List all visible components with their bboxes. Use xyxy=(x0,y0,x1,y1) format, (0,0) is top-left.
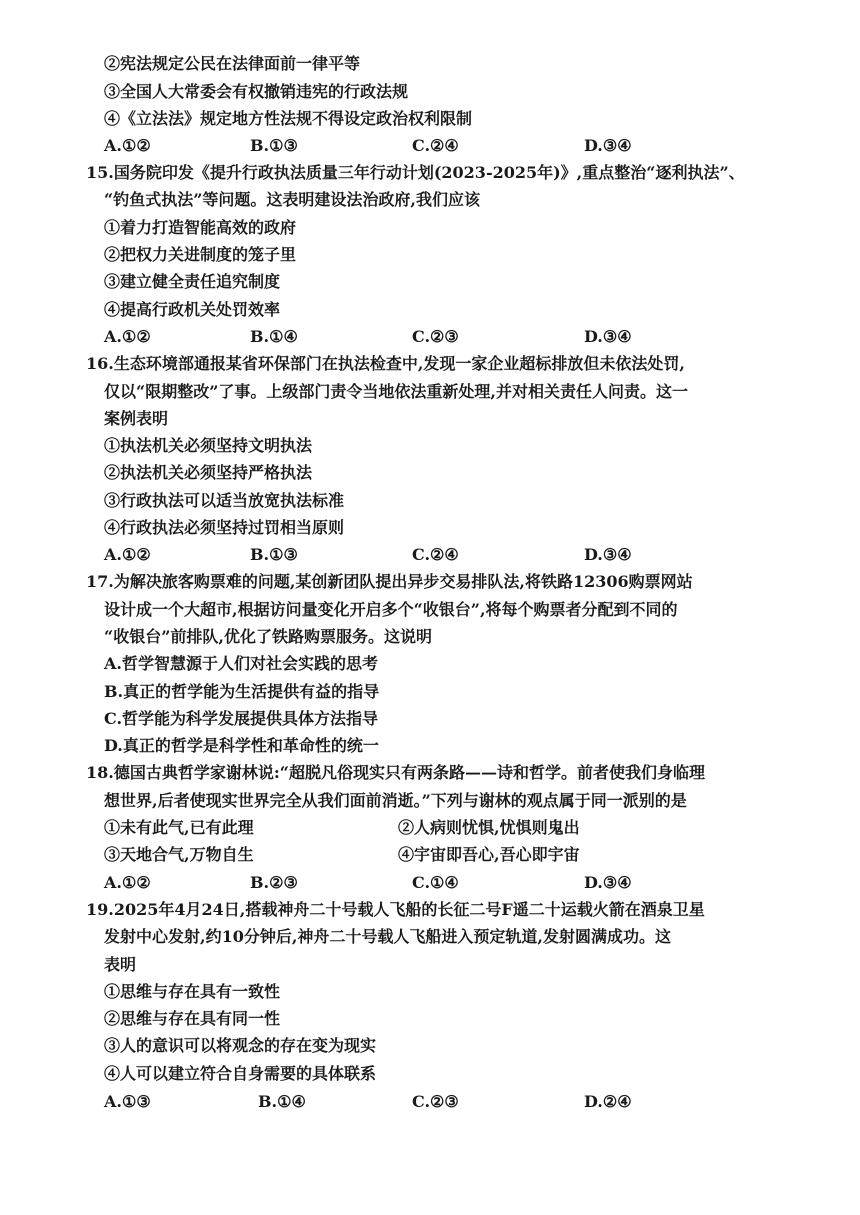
q19-stem-line-3: 表明 xyxy=(104,955,137,974)
q17-stem-line-2: 设计成一个大超市,根据访问量变化开启多个“收银台”,将每个购票者分配到不同的 xyxy=(104,600,678,619)
q16-stem-line-1: 16.生态环境部通报某省环保部门在执法检查中,发现一家企业超标排放但未依法处罚, xyxy=(86,354,685,373)
q16-item-3: ③行政执法可以适当放宽执法标准 xyxy=(104,491,345,510)
q15-item-4: ④提高行政机关处罚效率 xyxy=(104,300,281,319)
q18-item-3: ③天地合气,万物自生 xyxy=(104,845,254,864)
q18-option-c: C.①④ xyxy=(412,873,459,892)
q19-item-2: ②思维与存在具有同一性 xyxy=(104,1009,281,1028)
q15-stem-line-2: “钓鱼式执法”等问题。这表明建设法治政府,我们应该 xyxy=(104,190,480,209)
top-option-a: A.①② xyxy=(104,136,151,155)
q16-item-1: ①执法机关必须坚持文明执法 xyxy=(104,436,313,455)
q19-item-1: ①思维与存在具有一致性 xyxy=(104,982,281,1001)
top-option-c: C.②④ xyxy=(412,136,459,155)
q15-item-1: ①着力打造智能高效的政府 xyxy=(104,218,297,237)
q18-item-4: ④宇宙即吾心,吾心即宇宙 xyxy=(398,845,580,864)
top-item-3: ③全国人大常委会有权撤销违宪的行政法规 xyxy=(104,82,409,101)
q18-item-1: ①未有此气,已有此理 xyxy=(104,818,254,837)
q17-option-d: D.真正的哲学是科学性和革命性的统一 xyxy=(104,736,379,755)
q18-option-a: A.①② xyxy=(104,873,151,892)
q17-stem-line-1: 17.为解决旅客购票难的问题,某创新团队提出异步交易排队法,将铁路12306购票网站 xyxy=(86,572,693,591)
q16-item-2: ②执法机关必须坚持严格执法 xyxy=(104,463,313,482)
q16-option-d: D.③④ xyxy=(584,545,632,564)
q19-item-3: ③人的意识可以将观念的存在变为现实 xyxy=(104,1036,377,1055)
q17-option-a: A.哲学智慧源于人们对社会实践的思考 xyxy=(104,654,378,673)
q17-option-b: B.真正的哲学能为生活提供有益的指导 xyxy=(104,682,380,701)
q15-stem-line-1: 15.国务院印发《提升行政执法质量三年行动计划(2023-2025年)》,重点整治“逐利执法”、 xyxy=(86,163,745,182)
q19-item-4: ④人可以建立符合自身需要的具体联系 xyxy=(104,1064,377,1083)
top-option-d: D.③④ xyxy=(584,136,632,155)
q15-option-c: C.②③ xyxy=(412,327,459,346)
q16-item-4: ④行政执法必须坚持过罚相当原则 xyxy=(104,518,345,537)
q17-option-c: C.哲学能为科学发展提供具体方法指导 xyxy=(104,709,379,728)
q16-stem-line-3: 案例表明 xyxy=(104,409,169,428)
q15-option-d: D.③④ xyxy=(584,327,632,346)
q19-stem-line-2: 发射中心发射,约10分钟后,神舟二十号载人飞船进入预定轨道,发射圆满成功。这 xyxy=(104,927,671,946)
q15-option-b: B.①④ xyxy=(250,327,298,346)
top-item-2: ②宪法规定公民在法律面前一律平等 xyxy=(104,54,361,73)
q18-option-d: D.③④ xyxy=(584,873,632,892)
q15-item-3: ③建立健全责任追究制度 xyxy=(104,272,281,291)
q16-option-a: A.①② xyxy=(104,545,151,564)
q19-option-d: D.②④ xyxy=(584,1092,632,1111)
q18-stem-line-1: 18.德国古典哲学家谢林说:“超脱凡俗现实只有两条路——诗和哲学。前者使我们身临理 xyxy=(86,763,705,782)
q18-item-2: ②人病则忧惧,忧惧则鬼出 xyxy=(398,818,580,837)
top-item-4: ④《立法法》规定地方性法规不得设定政治权利限制 xyxy=(104,109,473,128)
q19-option-a: A.①③ xyxy=(104,1092,151,1111)
q19-stem-line-1: 19.2025年4月24日,搭载神舟二十号载人飞船的长征二号F遥二十运载火箭在酒泉卫星 xyxy=(86,900,705,919)
q19-option-b: B.①④ xyxy=(258,1092,306,1111)
q16-stem-line-2: 仅以“限期整改”了事。上级部门责令当地依法重新处理,并对相关责任人问责。这一 xyxy=(104,382,688,401)
q16-option-b: B.①③ xyxy=(250,545,298,564)
q16-option-c: C.②④ xyxy=(412,545,459,564)
q18-stem-line-2: 想世界,后者使现实世界完全从我们面前消逝。”下列与谢林的观点属于同一派别的是 xyxy=(104,791,687,810)
top-option-b: B.①③ xyxy=(250,136,298,155)
q19-option-c: C.②③ xyxy=(412,1092,459,1111)
q18-option-b: B.②③ xyxy=(250,873,298,892)
q15-item-2: ②把权力关进制度的笼子里 xyxy=(104,245,297,264)
q17-stem-line-3: “收银台”前排队,优化了铁路购票服务。这说明 xyxy=(104,627,432,646)
q15-option-a: A.①② xyxy=(104,327,151,346)
